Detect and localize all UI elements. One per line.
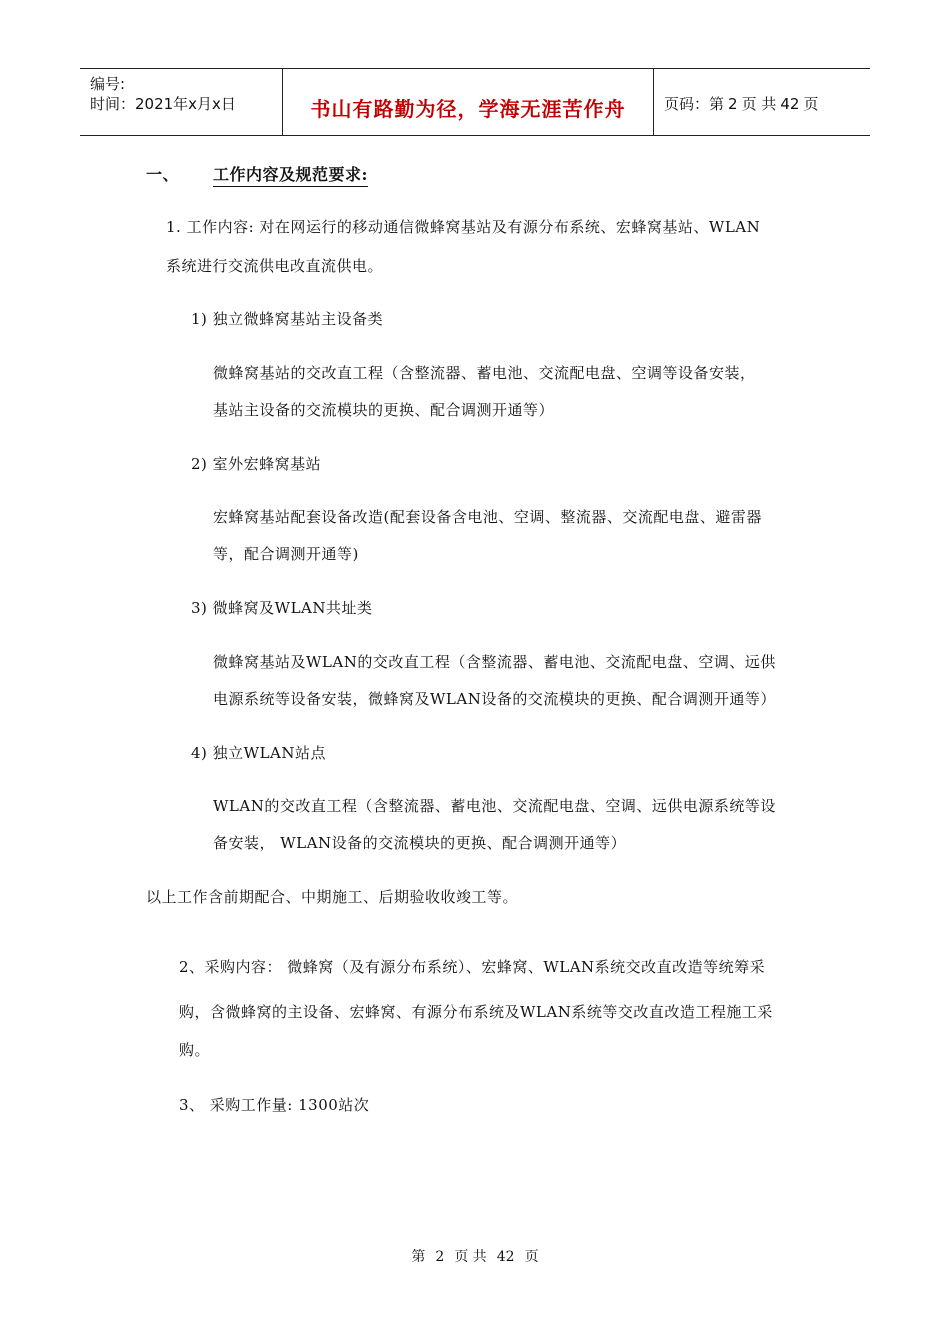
item1-summary: 以上工作含前期配合、中期施工、后期验收收竣工等。	[146, 888, 519, 906]
header-page-number	[664, 93, 822, 114]
subitem4-body1: WLAN的交改直工程（含整流器、蓄电池、交流配电盘、空调、远供电源系统等设	[213, 797, 776, 815]
subitem1-head: 1) 独立微蜂窝基站主设备类	[191, 310, 384, 328]
subitem4-body2: 备安装， WLAN设备的交流模块的更换、配合调测开通等）	[213, 834, 627, 852]
header-motto: 书山有路勤为径，学海无涯苦作舟	[310, 97, 626, 121]
page-suffix: 页	[803, 95, 819, 113]
subitem4-head: 4) 独立WLAN站点	[191, 744, 326, 762]
subitem3-head: 3) 微蜂窝及WLAN共址类	[191, 599, 373, 617]
section-number: 一、	[146, 165, 180, 184]
footer-total: 42	[496, 1249, 515, 1265]
subitem1-body2: 基站主设备的交流模块的更换、配合调测开通等）	[213, 401, 555, 419]
subitem3-body1: 微蜂窝基站及WLAN的交改直工程（含整流器、蓄电池、交流配电盘、空调、远供	[213, 653, 776, 671]
item1-line1: 1. 工作内容: 对在网运行的移动通信微蜂窝基站及有源分布系统、宏蜂窝基站、WLAN	[166, 218, 761, 236]
item1-line2: 系统进行交流供电改直流供电。	[166, 257, 384, 275]
footer-suffix: 页	[524, 1249, 539, 1265]
footer-prefix: 第	[411, 1249, 426, 1265]
section-title: 工作内容及规范要求:	[213, 165, 368, 184]
item2-line1: 2、采购内容： 微蜂窝（及有源分布系统）、宏蜂窝、WLAN系统交改直改造等统筹采	[179, 958, 766, 976]
subitem3-body2: 电源系统等设备安装，微蜂窝及WLAN设备的交流模块的更换、配合调测开通等）	[213, 690, 776, 708]
doc-id-label: 编号:	[90, 75, 126, 93]
subitem1-body1: 微蜂窝基站的交改直工程（含整流器、蓄电池、交流配电盘、空调等设备安装，	[213, 364, 756, 382]
page-total: 42	[780, 95, 800, 113]
subitem2-body2: 等，配合调测开通等)	[213, 545, 359, 563]
header-page-cell	[654, 69, 870, 135]
page-footer	[0, 1246, 950, 1266]
doc-date: 时间：2021年x月x日	[90, 95, 236, 113]
page-mid: 页 共	[741, 95, 777, 113]
item2-line3: 购。	[179, 1041, 211, 1059]
page-prefix: 页码：第	[664, 95, 725, 113]
subitem2-head: 2) 室外宏蜂窝基站	[191, 455, 322, 473]
page-header	[80, 68, 870, 136]
item3-text: 3、 采购工作量: 1300站次	[179, 1096, 370, 1114]
footer-page: 2	[435, 1249, 445, 1265]
page-num: 2	[728, 95, 738, 113]
footer-mid: 页 共	[454, 1249, 487, 1265]
header-motto-cell	[282, 69, 654, 135]
subitem2-body1: 宏蜂窝基站配套设备改造(配套设备含电池、空调、整流器、交流配电盘、避雷器	[213, 508, 762, 526]
item2-line2: 购，含微蜂窝的主设备、宏蜂窝、有源分布系统及WLAN系统等交改直改造工程施工采	[179, 1003, 773, 1021]
header-left-cell	[80, 69, 282, 135]
